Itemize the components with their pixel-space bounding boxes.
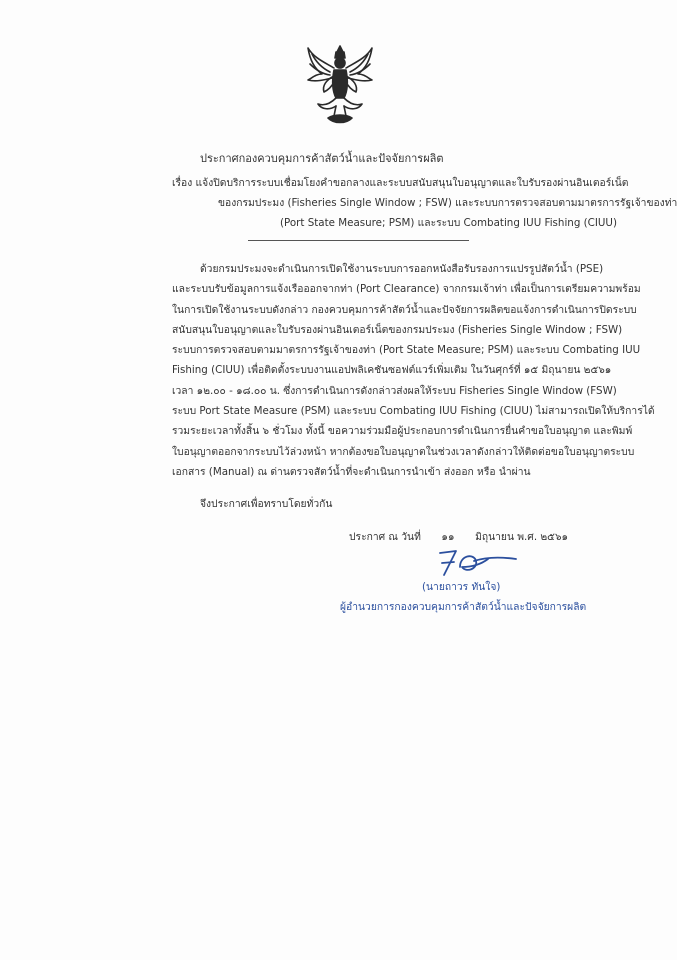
body-line: สนับสนุนใบอนุญาตและใบรับรองผ่านอินเตอร์เน็ตของกรมประมง (Fisheries Single Window ; FSW) [172,323,623,336]
announcement-date [349,528,568,545]
body-line: ระบบ Port State Measure (PSM) และระบบ Combating IUU Fishing (CIUU) ไม่สามารถเปิดให้บริการได้ [172,405,655,418]
date-prefix: ประกาศ ณ วันที่ [349,531,421,543]
subject-line: (Port State Measure; PSM) และระบบ Combating IUU Fishing (CIUU) [280,217,617,229]
signer-position: ผู้อำนวยการกองควบคุมการค้าสัตว์น้ำและปัจจัยการผลิต [340,601,587,613]
subject-line: เรื่อง แจ้งปิดบริการระบบเชื่อมโยงคำขอกลางและระบบสนับสนุนใบอนุญาตและใบรับรองผ่านอินเตอร์เน็ต [172,177,629,189]
body-line: ด้วยกรมประมงจะดำเนินการเปิดใช้งานระบบการออกหนังสือรับรองการแปรรูปสัตว์น้ำ (PSE) [200,263,604,275]
date-day: ๑๑ [441,531,455,543]
body-line: ระบบการตรวจสอบตามมาตรการรัฐเจ้าของท่า (Port State Measure; PSM) และระบบ Combating IUU [172,344,641,357]
date-month-year: มิถุนายน พ.ศ. ๒๕๖๑ [475,531,569,543]
garuda-emblem-icon [304,44,376,126]
body-line: และระบบรับข้อมูลการแจ้งเรือออกจากท่า (Port Clearance) จากกรมเจ้าท่า เพื่อเป็นการเตรียมความพร้อม [172,283,641,296]
divider-line [248,240,469,241]
closing-statement: จึงประกาศเพื่อทราบโดยทั่วกัน [200,498,333,510]
body-line: เอกสาร (Manual) ณ ด่านตรวจสัตว์น้ำที่จะดำเนินการนำเข้า ส่งออก หรือ นำผ่าน [172,465,531,478]
body-line: รวมระยะเวลาทั้งสิ้น ๖ ชั่วโมง ทั้งนี้ ขอความร่วมมือผู้ประกอบการดำเนินการยื่นคำขอใบอนุญาต และพิมพ์ [172,425,633,438]
body-line: Fishing (CIUU) เพื่อติดตั้งระบบงานแอปพลิเคชันซอฟต์แวร์เพิ่มเติม ในวันศุกร์ที่ ๑๕ มิถุนายน ๒๕๖๑ [172,364,612,377]
body-line: ในการเปิดใช้งานระบบดังกล่าว กองควบคุมการค้าสัตว์น้ำและปัจจัยการผลิตขอแจ้งการดำเนินการปิดระบบ [172,303,637,316]
subject-block [172,173,677,233]
announcement-title: ประกาศกองควบคุมการค้าสัตว์น้ำและปัจจัยการผลิต [200,152,444,165]
body-line: ใบอนุญาตออกจากระบบไว้ล่วงหน้า หากต้องขอใบอนุญาตในช่วงเวลาดังกล่าวให้ติดต่อขอใบอนุญาตระบบ [172,445,635,458]
body-line: เวลา ๑๒.๐๐ - ๑๘.๐๐ น. ซึ่งการดำเนินการดังกล่าวส่งผลให้ระบบ Fisheries Single Window (FSW) [172,384,617,397]
body-paragraph [172,259,655,482]
signer-name: (นายถาวร ทันใจ) [422,581,501,593]
subject-line: ของกรมประมง (Fisheries Single Window ; FSW) และระบบการตรวจสอบตามมาตรการรัฐเจ้าของท่า [218,197,677,209]
